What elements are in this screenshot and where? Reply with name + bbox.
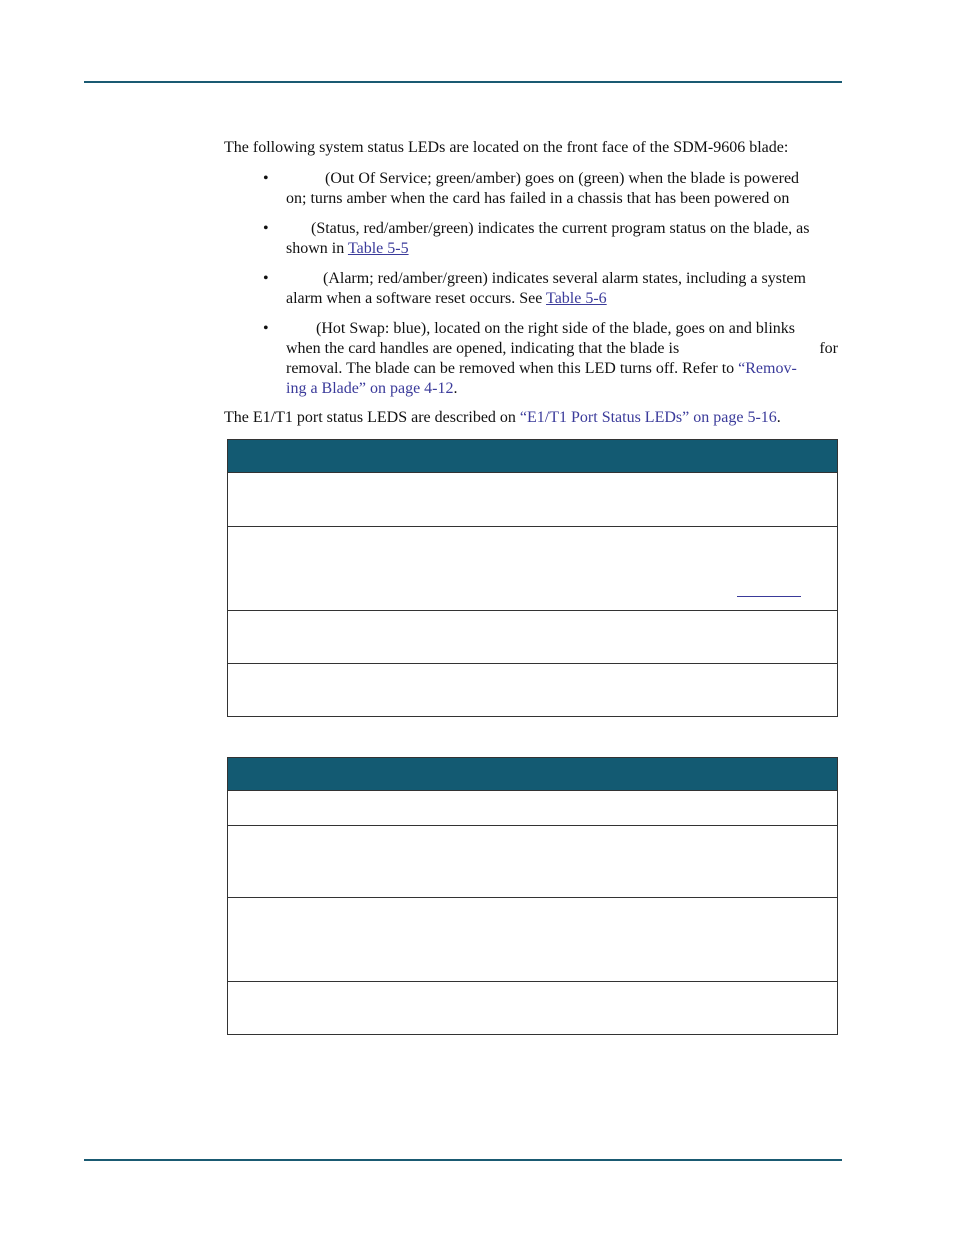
table-header bbox=[228, 758, 837, 791]
bullet-hotswap-led bbox=[263, 319, 838, 399]
bullet-hotswap-line3: removal. The blade can be removed when this LED turns off. Refer to bbox=[286, 360, 739, 377]
period: . bbox=[776, 409, 781, 426]
table-row bbox=[228, 826, 837, 898]
table-row bbox=[228, 791, 837, 826]
bullet-marker: • bbox=[263, 270, 269, 287]
bullet-marker: • bbox=[263, 220, 269, 237]
table-row bbox=[228, 982, 837, 1034]
table-row bbox=[228, 473, 837, 527]
bullet-hotswap-line1: (Hot Swap: blue), located on the right side of the blade, goes on and blinks bbox=[316, 320, 796, 337]
bullet-status-line1: (Status, red/amber/green) indicates the current program status on the blade, as bbox=[311, 220, 810, 237]
table-row bbox=[228, 611, 837, 664]
intro-paragraph: The following system status LEDs are located on the front face of the SDM-9606 blade: bbox=[224, 139, 789, 156]
bullet-oos-line1: (Out Of Service; green/amber) goes on (green) when the blade is powered bbox=[325, 170, 800, 187]
bullet-oos-line2: on; turns amber when the card has failed in a chassis that has been powered on bbox=[286, 190, 790, 207]
table-5-5-link[interactable]: Table 5-5 bbox=[347, 240, 409, 257]
bullet-alarm-line1: (Alarm; red/amber/green) indicates several alarm states, including a system bbox=[323, 270, 806, 287]
e1t1-port-status-link[interactable]: “E1/T1 Port Status LEDs” on page 5-16 bbox=[519, 409, 777, 426]
e1t1-paragraph bbox=[224, 408, 838, 428]
removing-blade-link-cont[interactable]: ing a Blade” on page 4-12 bbox=[286, 380, 454, 397]
status-led-table bbox=[227, 439, 838, 717]
bullet-status-led bbox=[263, 219, 838, 259]
bullet-hotswap-line2-end: for bbox=[819, 340, 838, 357]
bullet-hotswap-line2: when the card handles are opened, indicating that the blade is bbox=[286, 340, 680, 357]
alarm-led-table bbox=[227, 757, 838, 1035]
header-rule bbox=[84, 81, 842, 83]
table-5-6-link[interactable]: Table 5-6 bbox=[546, 290, 607, 307]
removing-blade-link[interactable]: “Remov- bbox=[738, 360, 797, 377]
underline-mark bbox=[737, 596, 801, 597]
table-row bbox=[228, 664, 837, 716]
e1t1-text: The E1/T1 port status LEDS are described on bbox=[224, 409, 520, 426]
table-row bbox=[228, 527, 837, 611]
footer-rule bbox=[84, 1159, 842, 1161]
bullet-status-line2: shown in bbox=[286, 240, 348, 257]
period: . bbox=[453, 380, 458, 397]
bullet-alarm-line2: alarm when a software reset occurs. See bbox=[286, 290, 547, 307]
bullet-oos-led bbox=[263, 169, 838, 209]
table-row bbox=[228, 898, 837, 982]
bullet-marker: • bbox=[263, 320, 269, 337]
bullet-alarm-led bbox=[263, 269, 838, 309]
table-header bbox=[228, 440, 837, 473]
bullet-marker: • bbox=[263, 170, 269, 187]
